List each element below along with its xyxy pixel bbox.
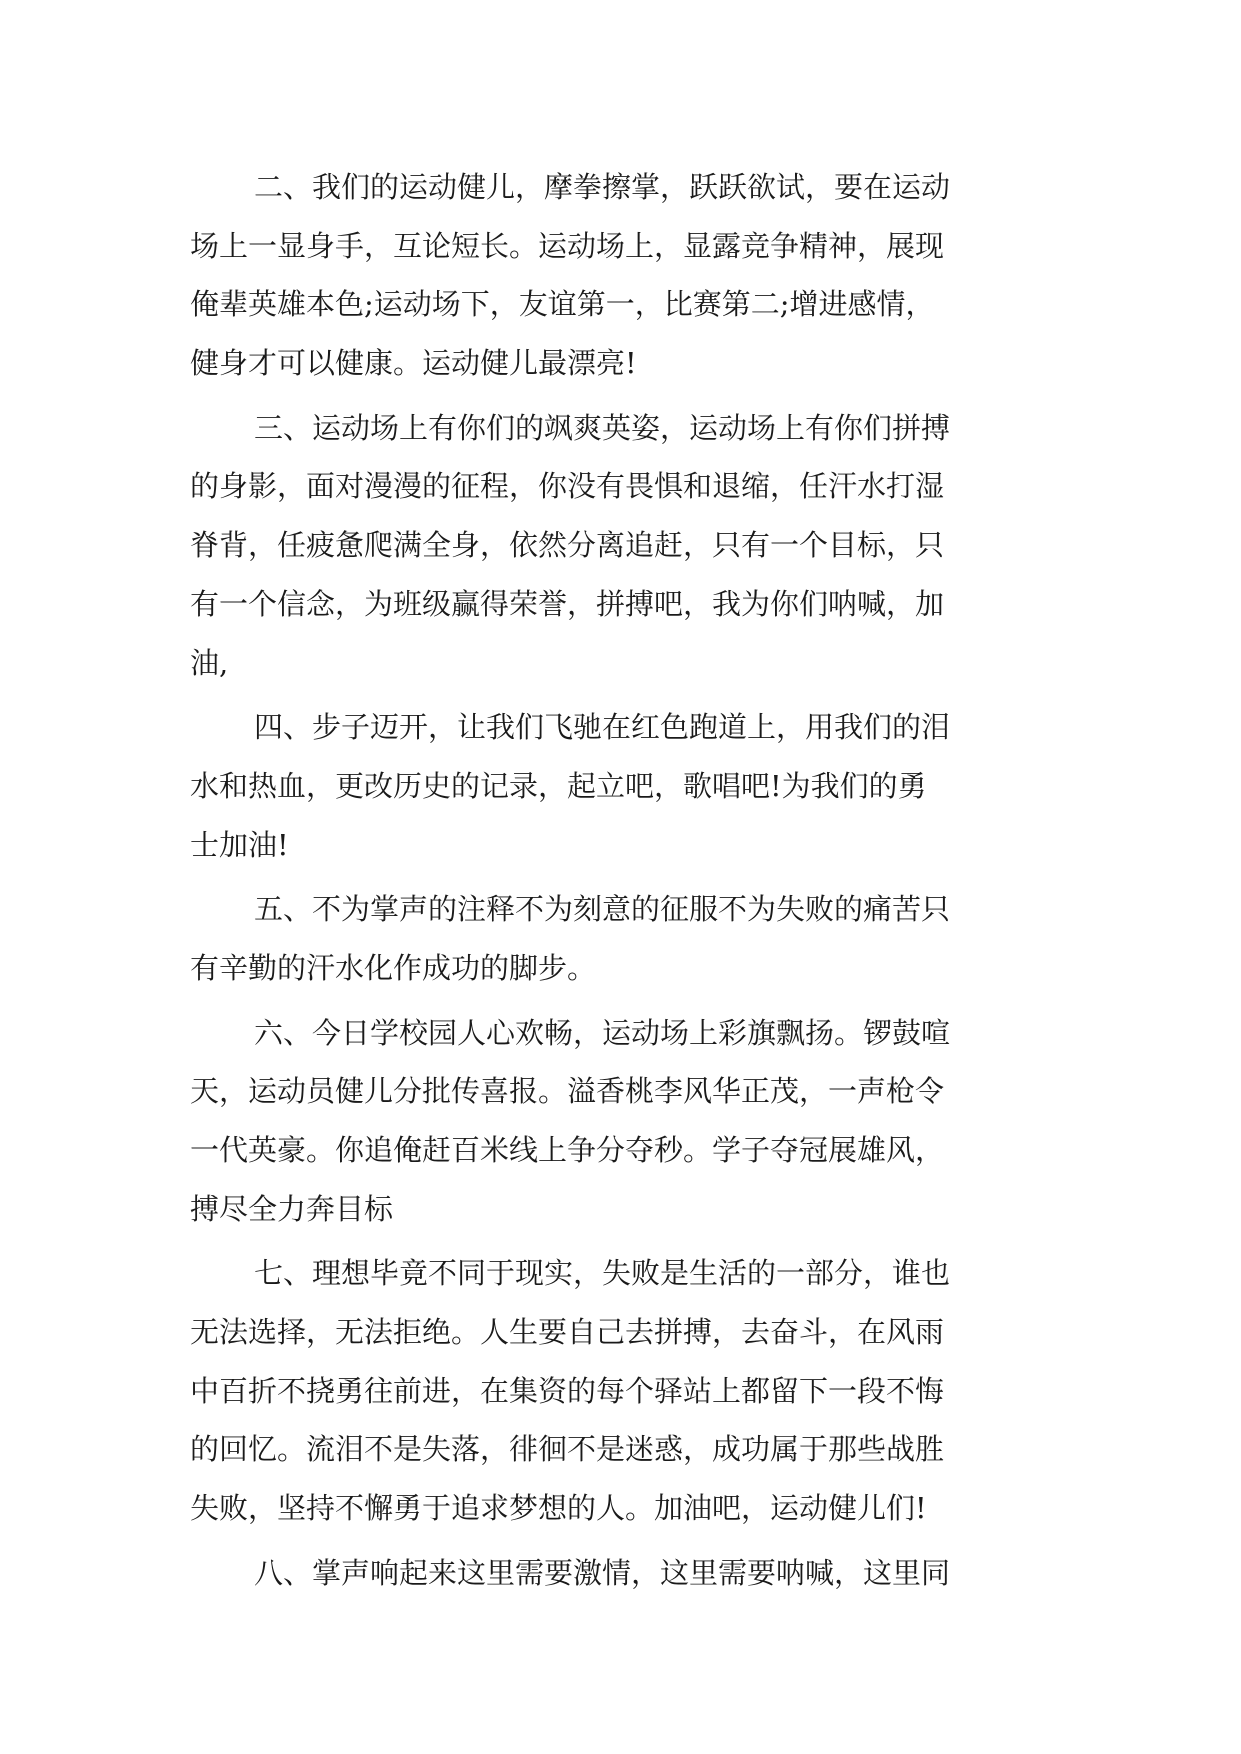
text-line: 的身影，面对漫漫的征程，你没有畏惧和退缩，任汗水打湿	[190, 469, 945, 504]
text-line: 无法选择，无法拒绝。人生要自己去拼搏，去奋斗，在风雨	[190, 1315, 945, 1350]
text-line: 有辛勤的汗水化作成功的脚步。	[190, 950, 597, 985]
text-line: 六、今日学校园人心欢畅，运动场上彩旗飘扬。锣鼓喧	[254, 1015, 951, 1050]
text-line: 场上一显身手，互论短长。运动场上，显露竞争精神，展现	[190, 228, 945, 263]
text-line: 健身才可以健康。运动健儿最漂亮!	[190, 346, 637, 381]
paragraph-8	[190, 1544, 1070, 1603]
text-line: 有一个信念，为班级赢得荣誉，拼搏吧，我为你们呐喊，加	[190, 586, 945, 621]
paragraph-3	[190, 399, 1070, 692]
text-line: 中百折不挠勇往前进，在集资的每个驿站上都留下一段不悔	[190, 1373, 945, 1408]
text-line: 二、我们的运动健儿，摩拳擦掌，跃跃欲试，要在运动	[254, 170, 951, 204]
document-page	[190, 158, 1070, 1609]
text-line: 俺辈英雄本色;运动场下，友谊第一，比赛第二;增进感情，	[190, 287, 935, 322]
text-line: 八、掌声响起来这里需要激情，这里需要呐喊，这里同	[254, 1555, 951, 1590]
paragraph-4	[190, 698, 1070, 874]
text-line: 油,	[190, 645, 229, 680]
text-line: 五、不为掌声的注释不为刻意的征服不为失败的痛苦只	[254, 892, 951, 927]
text-line: 一代英豪。你追俺赶百米线上争分夺秒。学子夺冠展雄风，	[190, 1133, 945, 1167]
text-line: 四、步子迈开，让我们飞驰在红色跑道上，用我们的泪	[254, 710, 951, 745]
text-line: 搏尽全力奔目标	[190, 1191, 394, 1226]
paragraph-7	[190, 1244, 1070, 1537]
text-line: 七、理想毕竟不同于现实，失败是生活的一部分，谁也	[254, 1256, 951, 1291]
paragraph-5	[190, 880, 1070, 997]
text-line: 士加油!	[190, 827, 289, 862]
text-line: 天，运动员健儿分批传喜报。溢香桃李风华正茂，一声枪令	[190, 1074, 945, 1109]
paragraph-6	[190, 1004, 1070, 1239]
text-line: 水和热血，更改历史的记录，起立吧，歌唱吧!为我们的勇	[190, 768, 927, 803]
paragraph-2	[190, 158, 1070, 393]
text-line: 的回忆。流泪不是失落，徘徊不是迷惑，成功属于那些战胜	[190, 1432, 945, 1467]
text-line: 脊背，任疲惫爬满全身，依然分离追赶，只有一个目标，只	[190, 528, 945, 563]
text-line: 三、运动场上有你们的飒爽英姿，运动场上有你们拼搏	[254, 410, 951, 445]
text-line: 失败，坚持不懈勇于追求梦想的人。加油吧，运动健儿们!	[190, 1491, 927, 1526]
